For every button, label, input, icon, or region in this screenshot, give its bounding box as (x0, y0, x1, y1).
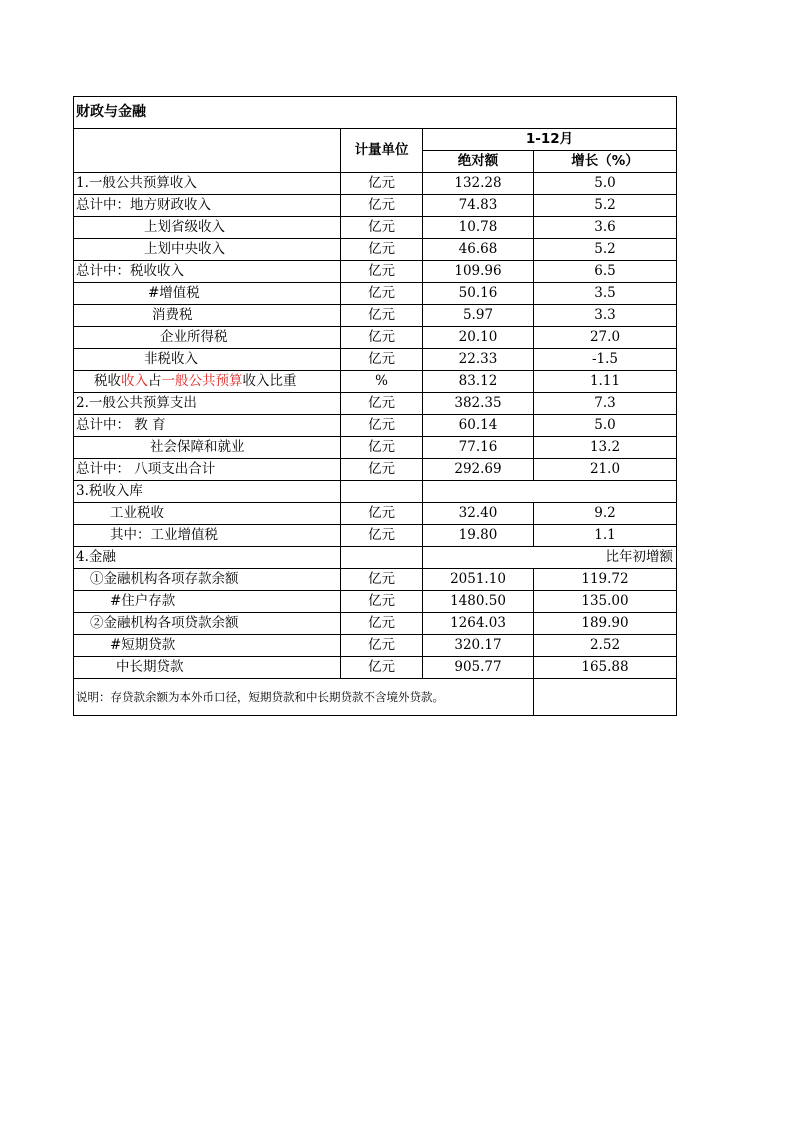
row-growth: 5.0 (534, 173, 677, 195)
row-growth: 135.00 (534, 591, 677, 613)
row-growth: 27.0 (534, 327, 677, 349)
finance-table (73, 96, 677, 716)
row-unit: 亿元 (341, 657, 423, 679)
row-value: 1264.03 (423, 613, 534, 635)
table-row (74, 415, 677, 437)
row-unit: 亿元 (341, 503, 423, 525)
row-label: 总计中： 教 育 (74, 415, 341, 437)
row-label: 社会保障和就业 (74, 437, 341, 459)
title-row (74, 97, 677, 129)
row-growth: 119.72 (534, 569, 677, 591)
row-growth: 9.2 (534, 503, 677, 525)
row-value: 109.96 (423, 261, 534, 283)
row-unit: 亿元 (341, 173, 423, 195)
table-row (74, 217, 677, 239)
row-label (74, 371, 341, 393)
row-unit: 亿元 (341, 393, 423, 415)
table-row (74, 635, 677, 657)
row-unit: 亿元 (341, 415, 423, 437)
row-growth: 5.0 (534, 415, 677, 437)
row-unit: 亿元 (341, 613, 423, 635)
row-growth: 13.2 (534, 437, 677, 459)
table-row (74, 525, 677, 547)
row-growth: 5.2 (534, 239, 677, 261)
row-label: 工业税收 (74, 503, 341, 525)
row-unit: 亿元 (341, 591, 423, 613)
row-label: 非税收入 (74, 349, 341, 371)
row-label: 4.金融 (74, 547, 341, 569)
row-label: #住户存款 (74, 591, 341, 613)
table-row (74, 261, 677, 283)
row-growth: 21.0 (534, 459, 677, 481)
row-unit: 亿元 (341, 525, 423, 547)
row-unit: 亿元 (341, 217, 423, 239)
header-unit: 计量单位 (341, 129, 423, 173)
row-label: 3.税收入库 (74, 481, 341, 503)
row-label: 上划省级收入 (74, 217, 341, 239)
row-growth: 3.5 (534, 283, 677, 305)
table-row (74, 173, 677, 195)
header-growth: 增长（%） (534, 151, 677, 173)
row-value: 74.83 (423, 195, 534, 217)
table-row (74, 657, 677, 679)
row-label: #增值税 (74, 283, 341, 305)
row-value: 60.14 (423, 415, 534, 437)
table-row (74, 591, 677, 613)
header-absolute: 绝对额 (423, 151, 534, 173)
row-label: 总计中：地方财政收入 (74, 195, 341, 217)
row-value: 905.77 (423, 657, 534, 679)
sheet-title: 财政与金融 (74, 97, 677, 129)
row-label: 总计中： 八项支出合计 (74, 459, 341, 481)
header-row-1 (74, 129, 677, 151)
table-row (74, 459, 677, 481)
footnote-blank (534, 679, 677, 716)
header-blank (74, 129, 341, 173)
row-section-note (423, 481, 677, 503)
row-value: 132.28 (423, 173, 534, 195)
row-value: 2051.10 (423, 569, 534, 591)
row-label: #短期贷款 (74, 635, 341, 657)
row-label: 中长期贷款 (74, 657, 341, 679)
row-unit: 亿元 (341, 239, 423, 261)
row-label: ②金融机构各项贷款余额 (74, 613, 341, 635)
row-label: 总计中：税收收入 (74, 261, 341, 283)
row-label: 1.一般公共预算收入 (74, 173, 341, 195)
row-unit: 亿元 (341, 283, 423, 305)
row-value: 320.17 (423, 635, 534, 657)
header-period: 1-12月 (423, 129, 677, 151)
table-row (74, 569, 677, 591)
table-row (74, 547, 677, 569)
row-unit: 亿元 (341, 327, 423, 349)
table-row (74, 305, 677, 327)
row-value: 19.80 (423, 525, 534, 547)
table-row (74, 239, 677, 261)
table-row (74, 437, 677, 459)
row-value: 382.35 (423, 393, 534, 415)
label-segment: 收入 (121, 373, 148, 389)
footnote: 说明：存贷款余额为本外币口径，短期贷款和中长期贷款不含境外贷款。 (74, 679, 534, 716)
table-row (74, 481, 677, 503)
row-value: 1480.50 (423, 591, 534, 613)
row-growth: 6.5 (534, 261, 677, 283)
row-value: 32.40 (423, 503, 534, 525)
row-unit (341, 481, 423, 503)
row-unit: 亿元 (341, 635, 423, 657)
row-growth: 189.90 (534, 613, 677, 635)
row-growth: -1.5 (534, 349, 677, 371)
table-row (74, 349, 677, 371)
row-growth: 2.52 (534, 635, 677, 657)
row-label: 消费税 (74, 305, 341, 327)
row-growth: 1.11 (534, 371, 677, 393)
row-value: 22.33 (423, 349, 534, 371)
row-value: 46.68 (423, 239, 534, 261)
row-label: 上划中央收入 (74, 239, 341, 261)
table-row (74, 327, 677, 349)
row-value: 83.12 (423, 371, 534, 393)
row-label: 其中：工业增值税 (74, 525, 341, 547)
row-label: ①金融机构各项存款余额 (74, 569, 341, 591)
row-unit: 亿元 (341, 437, 423, 459)
row-label: 企业所得税 (74, 327, 341, 349)
label-segment: 收入比重 (242, 373, 297, 389)
row-growth: 5.2 (534, 195, 677, 217)
row-unit: 亿元 (341, 305, 423, 327)
row-growth: 1.1 (534, 525, 677, 547)
row-label: 2.一般公共预算支出 (74, 393, 341, 415)
row-section-note: 比年初增额 (423, 547, 677, 569)
row-growth: 165.88 (534, 657, 677, 679)
row-growth: 3.6 (534, 217, 677, 239)
label-segment: 税收 (94, 373, 121, 389)
row-growth: 3.3 (534, 305, 677, 327)
row-unit (341, 547, 423, 569)
row-value: 10.78 (423, 217, 534, 239)
label-segment: 一般公共预算 (161, 373, 243, 389)
note-row (74, 679, 677, 716)
row-unit: 亿元 (341, 459, 423, 481)
row-unit: 亿元 (341, 195, 423, 217)
table-row (74, 371, 677, 393)
row-value: 5.97 (423, 305, 534, 327)
row-unit: % (341, 371, 423, 393)
row-unit: 亿元 (341, 349, 423, 371)
table-row (74, 195, 677, 217)
row-value: 292.69 (423, 459, 534, 481)
table-row (74, 613, 677, 635)
row-growth: 7.3 (534, 393, 677, 415)
table-row (74, 283, 677, 305)
row-value: 20.10 (423, 327, 534, 349)
label-segment: 占 (148, 373, 162, 389)
table-row (74, 393, 677, 415)
row-value: 77.16 (423, 437, 534, 459)
row-value: 50.16 (423, 283, 534, 305)
table-row (74, 503, 677, 525)
row-unit: 亿元 (341, 569, 423, 591)
row-unit: 亿元 (341, 261, 423, 283)
